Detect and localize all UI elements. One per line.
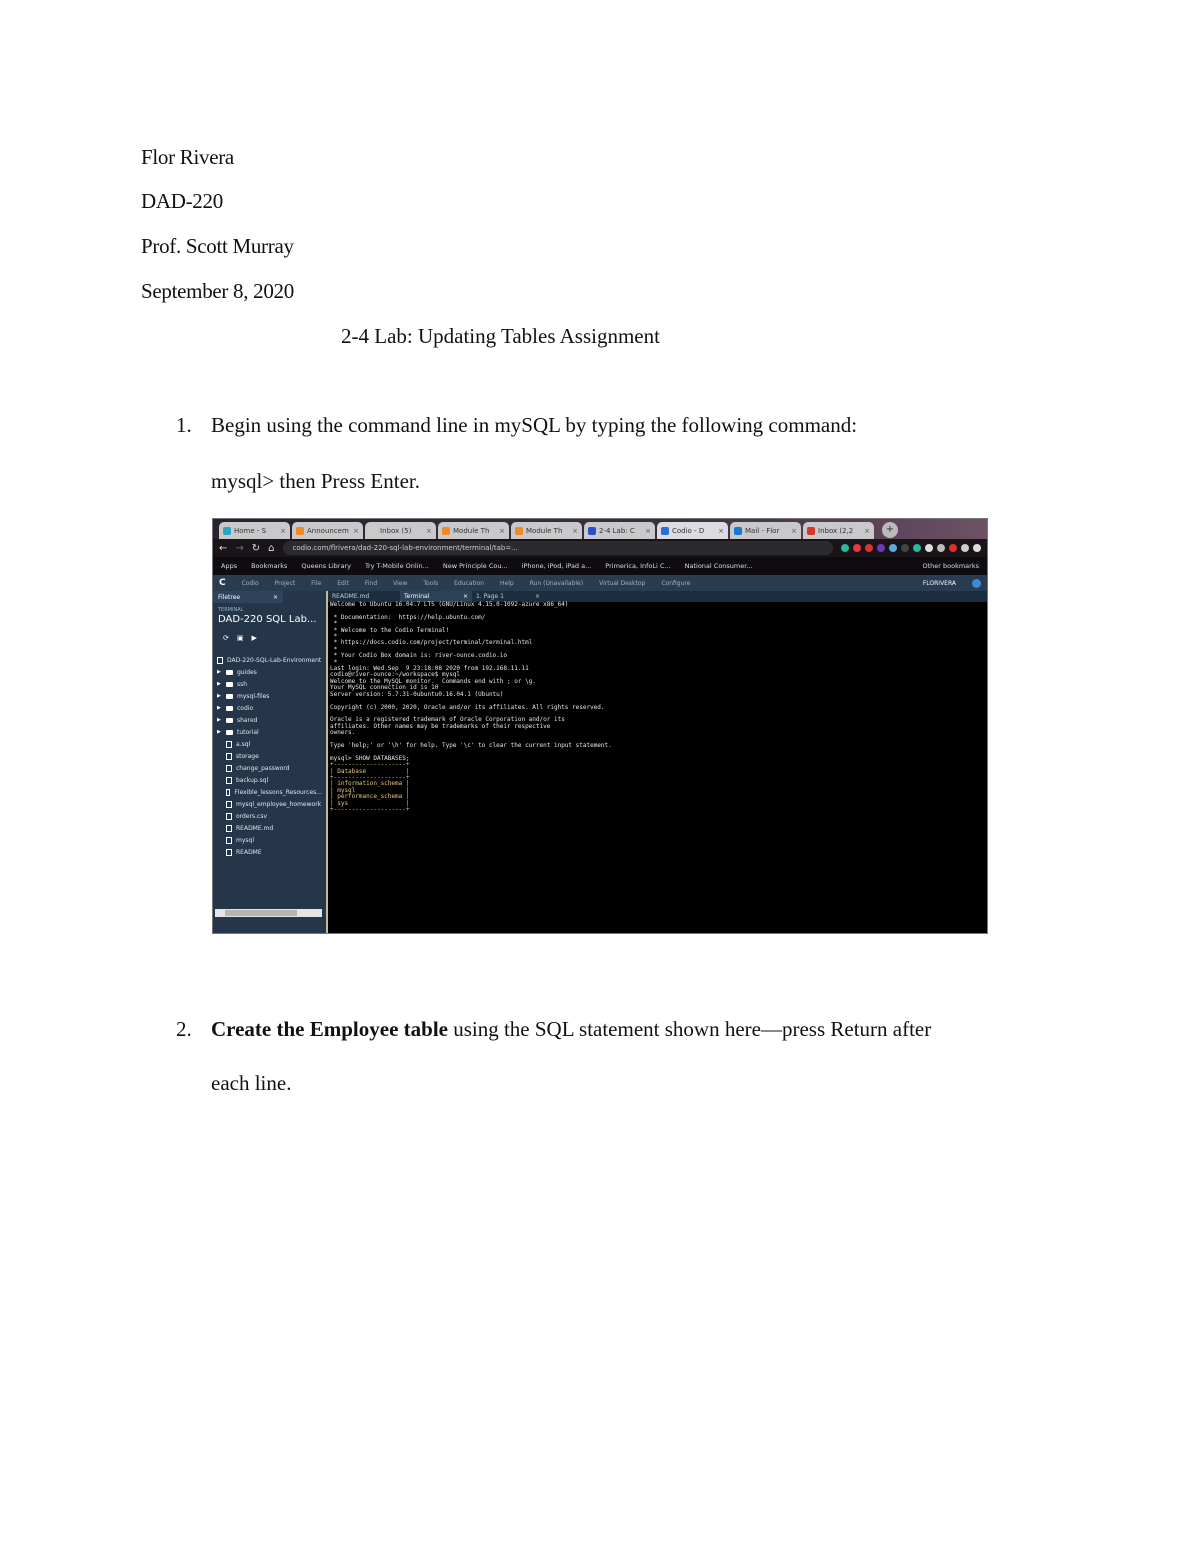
tree-label: backup.sql: [236, 776, 269, 784]
caret-right-icon[interactable]: ▶: [217, 681, 221, 687]
tree-file[interactable]: [217, 798, 322, 810]
terminal-line: affiliates. Other names may be trademarks of their respective: [330, 722, 551, 730]
caret-right-icon[interactable]: ▶: [217, 729, 221, 735]
file-icon: [226, 789, 230, 796]
forward-icon[interactable]: →: [235, 542, 244, 554]
close-icon[interactable]: ×: [572, 526, 578, 535]
terminal-line: Welcome to Ubuntu 16.04.7 LTS (GNU/Linux 4.15.0-1092-azure x86_64): [330, 601, 569, 608]
course-code: DAD-220: [141, 189, 223, 213]
file-tree: [213, 650, 326, 862]
codio-menu-item[interactable]: Tools: [423, 579, 439, 587]
codio-menu-item[interactable]: Configure: [661, 579, 691, 587]
tab-favicon-icon: [734, 527, 742, 535]
codio-menu-item[interactable]: File: [311, 579, 322, 587]
editor-tab-label: README.md: [332, 593, 370, 600]
browser-tab-label: Inbox (2,2: [818, 526, 854, 535]
browser-tab[interactable]: [219, 522, 290, 539]
close-icon[interactable]: ×: [280, 526, 286, 535]
bookmark-item[interactable]: National Consumer...: [684, 562, 753, 570]
codio-menu-bar: [213, 575, 987, 591]
codio-menu-item[interactable]: Run (Unavailable): [529, 579, 584, 587]
terminal-line: Oracle is a registered trademark of Oracle Corporation and/or its: [330, 716, 565, 724]
horizontal-scrollbar[interactable]: [215, 909, 322, 917]
tree-label: mysql: [236, 836, 254, 844]
terminal-line: +--------------------+: [330, 761, 410, 769]
tab-favicon-icon: [588, 527, 596, 535]
tree-label: ssh: [237, 680, 248, 688]
tree-label: guides: [237, 668, 257, 676]
document-title: 2-4 Lab: Updating Tables Assignment: [341, 324, 660, 348]
terminal-line: *: [330, 620, 338, 628]
close-icon[interactable]: ×: [791, 526, 797, 535]
bookmark-item[interactable]: Apps: [221, 562, 238, 570]
tree-file[interactable]: [217, 834, 322, 846]
terminal-line: * https://docs.codio.com/project/terminal/terminal.html: [330, 639, 533, 647]
address-bar[interactable]: codio.com/flrivera/dad-220-sql-lab-environment/terminal/tab=...: [283, 541, 833, 555]
caret-right-icon[interactable]: ▶: [217, 717, 221, 723]
new-tab-button[interactable]: +: [882, 522, 898, 538]
terminal-line: *: [330, 658, 338, 666]
tree-folder[interactable]: [217, 678, 322, 690]
codio-menu-item[interactable]: Edit: [337, 579, 349, 587]
file-icon: [226, 813, 232, 820]
browser-tab-label: Codio - D: [672, 526, 705, 535]
step-1-text: Begin using the command line in mySQL by typing the following command:: [211, 413, 858, 437]
terminal-line: * Welcome to the Codio Terminal!: [330, 626, 450, 634]
codio-menu-item[interactable]: Project: [274, 579, 296, 587]
caret-right-icon[interactable]: ▶: [217, 705, 221, 711]
file-icon: [226, 849, 232, 856]
document-date: September 8, 2020: [141, 279, 294, 303]
terminal-line: codio@river-ounce:~/workspace$ mysql: [330, 671, 461, 679]
file-icon: [226, 825, 232, 832]
file-icon: [217, 657, 223, 664]
avatar[interactable]: [972, 579, 981, 588]
terminal-line: *: [330, 633, 338, 641]
terminal-line: | Database |: [330, 767, 410, 775]
tree-file[interactable]: [217, 762, 322, 774]
bookmark-item[interactable]: Primerica, InfoLi C...: [605, 562, 671, 570]
browser-tab[interactable]: [438, 522, 509, 539]
tree-folder[interactable]: [217, 666, 322, 678]
terminal-line: Welcome to the MySQL monitor. Commands end with ; or \g.: [330, 677, 536, 685]
close-icon[interactable]: ×: [534, 593, 540, 600]
tree-folder[interactable]: [217, 726, 322, 738]
browser-tab[interactable]: [657, 522, 728, 539]
codio-menu-item[interactable]: Find: [364, 579, 378, 587]
tab-favicon-icon: [369, 527, 377, 535]
close-icon[interactable]: ×: [426, 526, 432, 535]
codio-menu-item[interactable]: Codio: [241, 579, 259, 587]
terminal-line: * Your Codio Box domain is: river-ounce.codio.io: [330, 652, 508, 660]
tab-favicon-icon: [296, 527, 304, 535]
close-icon[interactable]: ×: [645, 526, 651, 535]
close-icon[interactable]: ×: [353, 526, 359, 535]
terminal-line: owners.: [330, 729, 356, 737]
professor-name: Prof. Scott Murray: [141, 234, 294, 258]
terminal-line: | sys |: [330, 799, 410, 807]
codio-menu-item[interactable]: Education: [454, 579, 485, 587]
step-2-rest: using the SQL statement shown here—press Return after: [447, 1017, 932, 1041]
run-icon[interactable]: ▶: [251, 634, 257, 642]
filetree-tab[interactable]: Filetree ×: [213, 591, 283, 603]
folder-icon: [226, 694, 233, 699]
terminal-output[interactable]: [328, 602, 987, 813]
close-icon[interactable]: ×: [864, 526, 870, 535]
caret-right-icon[interactable]: ▶: [217, 693, 221, 699]
tree-file[interactable]: [217, 774, 322, 786]
terminal-line: +--------------------+: [330, 773, 410, 781]
browser-tab-label: Announcem: [307, 526, 349, 535]
home-icon[interactable]: ⌂: [268, 542, 275, 554]
bookmark-item[interactable]: iPhone, iPod, iPad a...: [521, 562, 592, 570]
folder-icon: [226, 706, 233, 711]
embedded-codio-screenshot: [212, 518, 988, 934]
terminal-line: | information_schema |: [330, 780, 410, 788]
codio-menu-item[interactable]: Help: [500, 579, 514, 587]
file-icon: [226, 753, 232, 760]
terminal-line: Copyright (c) 2000, 2020, Oracle and/or its affiliates. All rights reserved.: [330, 703, 605, 711]
tab-favicon-icon: [442, 527, 450, 535]
folder-icon: [226, 670, 233, 675]
file-icon: [226, 801, 232, 808]
tree-label: mysql_employee_homework: [236, 800, 322, 808]
project-name: DAD-220 SQL Lab...: [218, 614, 317, 625]
tree-folder[interactable]: [217, 690, 322, 702]
sidebar-label: TERMINAL: [218, 607, 244, 613]
folder-icon: [226, 718, 233, 723]
tab-favicon-icon: [515, 527, 523, 535]
browser-tab[interactable]: [365, 522, 436, 539]
tree-label: README: [236, 848, 262, 856]
caret-right-icon[interactable]: ▶: [217, 669, 221, 675]
step-2-bold: Create the Employee table: [211, 1017, 448, 1041]
reload-icon[interactable]: ↻: [251, 542, 261, 554]
refresh-icon[interactable]: ⟳: [223, 634, 229, 642]
step-2-text: [211, 1017, 931, 1042]
step-2-text-cont: each line.: [211, 1071, 292, 1095]
close-icon[interactable]: ×: [499, 526, 505, 535]
browser-tab-label: Mail - Flor: [745, 526, 780, 535]
step-2-number: 2.: [176, 1017, 192, 1041]
tree-file[interactable]: [217, 738, 322, 750]
codio-menu-item[interactable]: Virtual Desktop: [599, 579, 646, 587]
browser-tab[interactable]: [584, 522, 655, 539]
tree-file[interactable]: [217, 750, 322, 762]
tree-label: codio: [237, 704, 254, 712]
tree-file[interactable]: [217, 810, 322, 822]
step-1-number: 1.: [176, 413, 192, 437]
user-name[interactable]: FLORIVERA: [922, 579, 956, 587]
collapse-icon[interactable]: ▣: [236, 634, 244, 642]
browser-tab-label: Module Th: [453, 526, 490, 535]
author-name: Flor Rivera: [141, 145, 234, 169]
terminal-line: Last login: Wed Sep 9 23:18:08 2020 from 192.168.11.11: [330, 665, 529, 673]
folder-icon: [226, 682, 233, 687]
tree-label: tutorial: [237, 728, 259, 736]
codio-logo-icon[interactable]: C: [219, 578, 226, 588]
terminal-line: | performance_schema |: [330, 793, 410, 801]
folder-icon: [226, 730, 233, 735]
browser-tab[interactable]: [292, 522, 363, 539]
tree-folder[interactable]: [217, 714, 322, 726]
tree-label: Flexible_lessons_Resources...: [234, 788, 322, 796]
tree-label: DAD-220-SQL-Lab-Environment: [227, 656, 322, 664]
terminal-line: * Documentation: https://help.ubuntu.com/: [330, 613, 486, 621]
tree-label: shared: [237, 716, 258, 724]
browser-tab[interactable]: [730, 522, 801, 539]
browser-tab[interactable]: [511, 522, 582, 539]
close-icon[interactable]: ×: [718, 526, 724, 535]
close-icon[interactable]: ×: [272, 593, 278, 601]
terminal-line: +--------------------+: [330, 806, 410, 813]
editor-tab-label: Terminal: [404, 593, 430, 600]
bookmark-item[interactable]: Queens Library: [301, 562, 351, 570]
tree-file[interactable]: [217, 786, 322, 798]
terminal-line: | mysql |: [330, 786, 410, 794]
bookmark-item[interactable]: Try T-Mobile Onlin...: [364, 562, 429, 570]
browser-tab-label: Home - S: [234, 526, 267, 535]
tree-label: orders.csv: [236, 812, 268, 820]
tree-file[interactable]: [217, 822, 322, 834]
bookmark-item[interactable]: Bookmarks: [251, 562, 288, 570]
step-1-text-cont: mysql> then Press Enter.: [211, 469, 420, 493]
terminal-line: mysql> SHOW DATABASES;: [330, 754, 410, 762]
extension-icons: [841, 544, 981, 552]
editor-tab-label: 1. Page 1: [476, 593, 504, 600]
tree-root[interactable]: [217, 654, 322, 666]
tree-label: storage: [236, 752, 259, 760]
file-icon: [226, 837, 232, 844]
terminal-line: Type 'help;' or '\h' for help. Type '\c' to clear the current input statement.: [330, 741, 612, 749]
close-icon[interactable]: ×: [462, 593, 468, 600]
browser-tab[interactable]: [803, 522, 874, 539]
tab-favicon-icon: [807, 527, 815, 535]
tree-label: mysql-files: [237, 692, 270, 700]
tree-file[interactable]: [217, 846, 322, 858]
other-bookmarks[interactable]: Other bookmarks: [922, 562, 979, 570]
terminal-panel: [328, 591, 987, 933]
browser-tab-strip: [213, 519, 987, 539]
terminal-line: Server version: 5.7.31-0ubuntu0.16.04.1 (Ubuntu): [330, 690, 504, 698]
browser-tab-label: Module Th: [526, 526, 563, 535]
back-icon[interactable]: ←: [219, 542, 228, 554]
browser-tab-label: Inbox (5): [380, 526, 412, 535]
tree-folder[interactable]: [217, 702, 322, 714]
file-tree-sidebar: [213, 591, 328, 933]
tree-label: a.sql: [236, 740, 251, 748]
tree-label: README.md: [236, 824, 274, 832]
codio-menu-item[interactable]: View: [393, 579, 408, 587]
bookmarks-bar: [213, 557, 987, 575]
tab-favicon-icon: [223, 527, 231, 535]
file-icon: [226, 765, 232, 772]
terminal-line: *: [330, 645, 338, 653]
browser-tab-label: 2-4 Lab: C: [599, 526, 635, 535]
tree-label: change_password: [236, 764, 290, 772]
sidebar-actions: [213, 626, 326, 650]
bookmark-item[interactable]: New Principle Cou...: [442, 562, 508, 570]
browser-address-row: [213, 539, 987, 557]
terminal-line: Your MySQL connection id is 10: [330, 684, 439, 692]
tab-favicon-icon: [661, 527, 669, 535]
file-icon: [226, 741, 232, 748]
file-icon: [226, 777, 232, 784]
